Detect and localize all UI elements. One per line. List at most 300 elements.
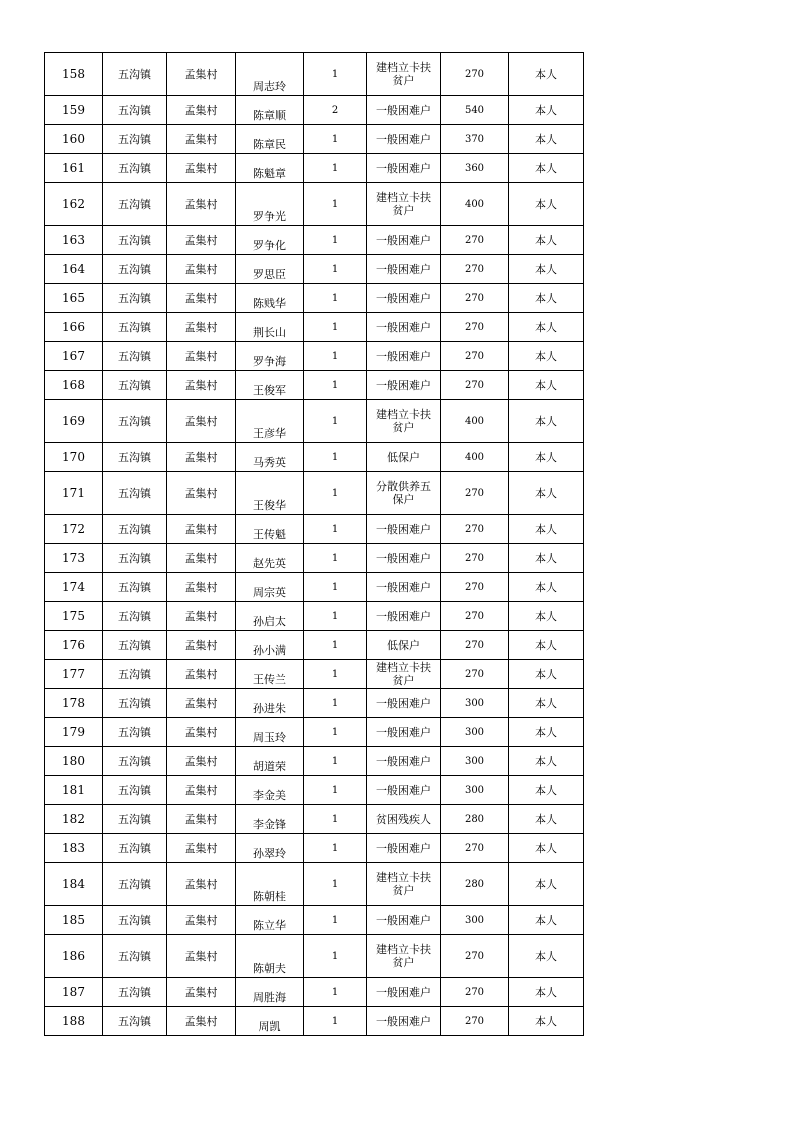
village-cell-text: 孟集村 xyxy=(184,812,218,826)
household-count-cell xyxy=(304,96,367,125)
person-name-cell xyxy=(236,747,304,776)
aid-category-cell xyxy=(367,183,441,226)
amount-cell xyxy=(441,342,509,371)
person-name-cell-text: 王俊华 xyxy=(253,499,286,512)
row-number xyxy=(45,515,103,544)
town-cell-text: 五沟镇 xyxy=(118,67,151,81)
recipient-cell-text: 本人 xyxy=(535,414,557,428)
village-cell-text: 孟集村 xyxy=(184,197,218,211)
town-cell xyxy=(103,154,167,183)
person-name-cell-text: 李金美 xyxy=(253,789,286,802)
person-name-cell xyxy=(236,342,304,371)
row-number-text: 176 xyxy=(62,637,85,652)
aid-category-cell xyxy=(367,515,441,544)
amount-cell xyxy=(441,978,509,1007)
household-count-cell xyxy=(304,183,367,226)
village-cell-text: 孟集村 xyxy=(184,913,218,927)
household-count-cell-text: 1 xyxy=(331,162,339,174)
household-count-cell xyxy=(304,472,367,515)
household-count-cell xyxy=(304,863,367,906)
amount-cell xyxy=(441,573,509,602)
village-cell-text: 孟集村 xyxy=(184,783,218,797)
person-name-cell-text: 孙启太 xyxy=(253,615,286,628)
row-number-text: 169 xyxy=(62,413,85,428)
recipient-cell-text: 本人 xyxy=(535,320,557,334)
recipient-cell xyxy=(509,834,584,863)
household-count-cell xyxy=(304,631,367,660)
household-count-cell xyxy=(304,255,367,284)
row-number xyxy=(45,776,103,805)
row-number-text: 177 xyxy=(62,666,85,681)
table-row xyxy=(45,443,584,472)
town-cell-text: 五沟镇 xyxy=(118,522,151,536)
recipient-cell xyxy=(509,747,584,776)
recipient-cell-text: 本人 xyxy=(535,450,557,464)
amount-cell xyxy=(441,371,509,400)
aid-category-cell-text: 一般困难户 xyxy=(376,349,431,363)
household-count-cell-text: 2 xyxy=(331,104,339,116)
row-number-text: 167 xyxy=(62,348,85,363)
town-cell xyxy=(103,226,167,255)
village-cell xyxy=(167,342,236,371)
town-cell xyxy=(103,96,167,125)
village-cell xyxy=(167,515,236,544)
person-name-cell xyxy=(236,1007,304,1036)
table-row xyxy=(45,544,584,573)
person-name-cell-text: 陈魁章 xyxy=(253,167,286,180)
recipient-cell-text: 本人 xyxy=(535,667,557,681)
amount-cell xyxy=(441,1007,509,1036)
town-cell-text: 五沟镇 xyxy=(118,783,151,797)
village-cell-text: 孟集村 xyxy=(184,551,218,565)
amount-cell-text: 370 xyxy=(464,133,485,145)
person-name-cell-text: 王彦华 xyxy=(253,427,286,440)
town-cell xyxy=(103,544,167,573)
recipient-cell xyxy=(509,125,584,154)
household-count-cell xyxy=(304,978,367,1007)
row-number xyxy=(45,718,103,747)
aid-category-cell-text: 一般困难户 xyxy=(376,1014,431,1028)
town-cell-text: 五沟镇 xyxy=(118,877,151,891)
row-number xyxy=(45,689,103,718)
amount-cell-text: 270 xyxy=(464,1015,485,1027)
row-number xyxy=(45,1007,103,1036)
town-cell-text: 五沟镇 xyxy=(118,161,151,175)
recipient-cell xyxy=(509,1007,584,1036)
recipient-cell-text: 本人 xyxy=(535,580,557,594)
person-name-cell-text: 陈朝夫 xyxy=(253,962,286,975)
aid-category-cell-text: 一般困难户 xyxy=(376,609,431,623)
town-cell xyxy=(103,573,167,602)
row-number xyxy=(45,805,103,834)
town-cell xyxy=(103,371,167,400)
recipient-cell-text: 本人 xyxy=(535,67,557,81)
household-count-cell-text: 1 xyxy=(331,726,339,738)
household-count-cell xyxy=(304,718,367,747)
person-name-cell xyxy=(236,255,304,284)
row-number-text: 158 xyxy=(62,66,85,81)
amount-cell-text: 270 xyxy=(464,292,485,304)
town-cell xyxy=(103,631,167,660)
recipient-cell-text: 本人 xyxy=(535,638,557,652)
aid-category-cell-text: 一般困难户 xyxy=(376,378,431,392)
person-name-cell-text: 孙小满 xyxy=(253,644,286,657)
person-name-cell-text: 陈章顺 xyxy=(253,109,286,122)
aid-category-cell-text: 一般困难户 xyxy=(376,103,431,117)
amount-cell xyxy=(441,515,509,544)
household-count-cell-text: 1 xyxy=(331,914,339,926)
household-count-cell xyxy=(304,515,367,544)
recipient-cell-text: 本人 xyxy=(535,132,557,146)
village-cell xyxy=(167,472,236,515)
household-count-cell xyxy=(304,284,367,313)
aid-category-cell xyxy=(367,371,441,400)
person-name-cell-text: 陈章民 xyxy=(253,138,286,151)
table-body xyxy=(45,53,584,1036)
person-name-cell xyxy=(236,935,304,978)
row-number xyxy=(45,154,103,183)
recipient-cell xyxy=(509,154,584,183)
amount-cell-text: 270 xyxy=(464,523,485,535)
town-cell-text: 五沟镇 xyxy=(118,349,151,363)
aid-category-cell-text: 一般困难户 xyxy=(376,522,431,536)
aid-category-cell xyxy=(367,660,441,689)
aid-category-cell-text: 一般困难户 xyxy=(376,262,431,276)
village-cell xyxy=(167,96,236,125)
person-name-cell-text: 王俊军 xyxy=(253,384,286,397)
amount-cell xyxy=(441,660,509,689)
household-count-cell-text: 1 xyxy=(331,581,339,593)
row-number-text: 175 xyxy=(62,608,85,623)
aid-category-cell xyxy=(367,400,441,443)
town-cell xyxy=(103,400,167,443)
table-row xyxy=(45,515,584,544)
town-cell-text: 五沟镇 xyxy=(118,233,151,247)
person-name-cell-text: 王传魁 xyxy=(253,528,286,541)
recipient-cell-text: 本人 xyxy=(535,161,557,175)
aid-category-cell-text: 一般困难户 xyxy=(376,725,431,739)
person-name-cell xyxy=(236,96,304,125)
village-cell-text: 孟集村 xyxy=(184,103,218,117)
recipient-cell-text: 本人 xyxy=(535,349,557,363)
row-number-text: 188 xyxy=(62,1013,85,1028)
household-count-cell xyxy=(304,602,367,631)
recipient-cell xyxy=(509,573,584,602)
row-number xyxy=(45,342,103,371)
town-cell-text: 五沟镇 xyxy=(118,132,151,146)
row-number xyxy=(45,400,103,443)
town-cell-text: 五沟镇 xyxy=(118,291,151,305)
town-cell xyxy=(103,443,167,472)
amount-cell-text: 280 xyxy=(464,813,485,825)
town-cell xyxy=(103,125,167,154)
town-cell xyxy=(103,660,167,689)
aid-category-cell-text: 建档立卡扶贫户 xyxy=(376,191,431,217)
person-name-cell xyxy=(236,226,304,255)
town-cell-text: 五沟镇 xyxy=(118,725,151,739)
town-cell xyxy=(103,834,167,863)
village-cell xyxy=(167,573,236,602)
village-cell xyxy=(167,718,236,747)
town-cell xyxy=(103,472,167,515)
aid-category-cell xyxy=(367,226,441,255)
person-name-cell xyxy=(236,544,304,573)
person-name-cell xyxy=(236,718,304,747)
aid-category-cell-text: 建档立卡扶贫户 xyxy=(376,61,431,87)
amount-cell xyxy=(441,776,509,805)
row-number xyxy=(45,834,103,863)
amount-cell xyxy=(441,834,509,863)
recipient-cell-text: 本人 xyxy=(535,291,557,305)
recipient-cell xyxy=(509,660,584,689)
town-cell-text: 五沟镇 xyxy=(118,913,151,927)
aid-category-cell xyxy=(367,718,441,747)
town-cell-text: 五沟镇 xyxy=(118,103,151,117)
person-name-cell xyxy=(236,602,304,631)
village-cell xyxy=(167,284,236,313)
amount-cell-text: 270 xyxy=(464,379,485,391)
village-cell-text: 孟集村 xyxy=(184,949,218,963)
household-count-cell xyxy=(304,154,367,183)
row-number xyxy=(45,602,103,631)
recipient-cell-text: 本人 xyxy=(535,949,557,963)
recipient-cell-text: 本人 xyxy=(535,985,557,999)
village-cell xyxy=(167,863,236,906)
village-cell xyxy=(167,935,236,978)
aid-category-cell-text: 一般困难户 xyxy=(376,754,431,768)
household-count-cell xyxy=(304,573,367,602)
household-count-cell xyxy=(304,935,367,978)
household-count-cell xyxy=(304,834,367,863)
town-cell-text: 五沟镇 xyxy=(118,262,151,276)
village-cell xyxy=(167,602,236,631)
person-name-cell-text: 周宗英 xyxy=(253,586,286,599)
amount-cell xyxy=(441,154,509,183)
recipient-cell-text: 本人 xyxy=(535,551,557,565)
row-number xyxy=(45,935,103,978)
amount-cell xyxy=(441,935,509,978)
recipient-cell-text: 本人 xyxy=(535,1014,557,1028)
aid-category-cell-text: 一般困难户 xyxy=(376,291,431,305)
aid-category-cell xyxy=(367,96,441,125)
person-name-cell-text: 罗思臣 xyxy=(253,268,286,281)
person-name-cell-text: 赵先英 xyxy=(253,557,286,570)
aid-category-cell-text: 一般困难户 xyxy=(376,913,431,927)
household-count-cell xyxy=(304,125,367,154)
recipient-cell-text: 本人 xyxy=(535,233,557,247)
amount-cell xyxy=(441,125,509,154)
aid-category-cell-text: 一般困难户 xyxy=(376,696,431,710)
amount-cell-text: 540 xyxy=(464,104,485,116)
row-number-text: 187 xyxy=(62,984,85,999)
recipient-cell xyxy=(509,544,584,573)
town-cell-text: 五沟镇 xyxy=(118,812,151,826)
aid-category-cell xyxy=(367,689,441,718)
row-number-text: 172 xyxy=(62,521,85,536)
person-name-cell-text: 周胜海 xyxy=(253,991,286,1004)
row-number xyxy=(45,863,103,906)
household-count-cell-text: 1 xyxy=(331,321,339,333)
village-cell xyxy=(167,660,236,689)
person-name-cell-text: 罗争化 xyxy=(253,239,286,252)
table-row xyxy=(45,125,584,154)
household-count-cell-text: 1 xyxy=(331,697,339,709)
recipient-cell xyxy=(509,515,584,544)
village-cell xyxy=(167,978,236,1007)
aid-category-cell-text: 一般困难户 xyxy=(376,783,431,797)
row-number-text: 164 xyxy=(62,261,85,276)
row-number-text: 159 xyxy=(62,102,85,117)
amount-cell-text: 270 xyxy=(464,68,485,80)
row-number xyxy=(45,747,103,776)
aid-category-cell-text: 一般困难户 xyxy=(376,132,431,146)
table-row xyxy=(45,1007,584,1036)
recipient-cell-text: 本人 xyxy=(535,197,557,211)
row-number-text: 174 xyxy=(62,579,85,594)
row-number xyxy=(45,313,103,342)
village-cell-text: 孟集村 xyxy=(184,609,218,623)
row-number xyxy=(45,631,103,660)
amount-cell-text: 270 xyxy=(464,487,485,499)
recipient-cell-text: 本人 xyxy=(535,378,557,392)
recipient-cell xyxy=(509,689,584,718)
person-name-cell-text: 陈朝桂 xyxy=(253,890,286,903)
town-cell xyxy=(103,53,167,96)
aid-category-cell xyxy=(367,443,441,472)
aid-category-cell-text: 一般困难户 xyxy=(376,551,431,565)
person-name-cell xyxy=(236,978,304,1007)
row-number xyxy=(45,443,103,472)
town-cell xyxy=(103,515,167,544)
table-row xyxy=(45,689,584,718)
village-cell xyxy=(167,154,236,183)
amount-cell-text: 270 xyxy=(464,950,485,962)
aid-category-cell xyxy=(367,284,441,313)
village-cell-text: 孟集村 xyxy=(184,291,218,305)
town-cell xyxy=(103,1007,167,1036)
row-number-text: 171 xyxy=(62,485,85,500)
village-cell-text: 孟集村 xyxy=(184,725,218,739)
household-count-cell-text: 1 xyxy=(331,415,339,427)
person-name-cell xyxy=(236,183,304,226)
village-cell-text: 孟集村 xyxy=(184,580,218,594)
table-row xyxy=(45,255,584,284)
village-cell xyxy=(167,443,236,472)
household-count-cell-text: 1 xyxy=(331,878,339,890)
household-count-cell-text: 1 xyxy=(331,263,339,275)
row-number-text: 181 xyxy=(62,782,85,797)
household-count-cell-text: 1 xyxy=(331,813,339,825)
household-count-cell-text: 1 xyxy=(331,234,339,246)
table-row xyxy=(45,718,584,747)
row-number xyxy=(45,255,103,284)
amount-cell-text: 270 xyxy=(464,639,485,651)
amount-cell xyxy=(441,284,509,313)
village-cell xyxy=(167,834,236,863)
village-cell xyxy=(167,776,236,805)
row-number xyxy=(45,660,103,689)
person-name-cell xyxy=(236,472,304,515)
amount-cell-text: 270 xyxy=(464,263,485,275)
recipient-cell xyxy=(509,226,584,255)
village-cell-text: 孟集村 xyxy=(184,349,218,363)
town-cell-text: 五沟镇 xyxy=(118,754,151,768)
amount-cell xyxy=(441,313,509,342)
aid-category-cell xyxy=(367,805,441,834)
amount-cell-text: 360 xyxy=(464,162,485,174)
village-cell xyxy=(167,313,236,342)
household-count-cell xyxy=(304,689,367,718)
household-count-cell-text: 1 xyxy=(331,379,339,391)
table-row xyxy=(45,313,584,342)
aid-category-cell xyxy=(367,53,441,96)
village-cell-text: 孟集村 xyxy=(184,262,218,276)
row-number-text: 183 xyxy=(62,840,85,855)
aid-category-cell-text: 低保户 xyxy=(387,638,420,652)
table-row xyxy=(45,96,584,125)
town-cell xyxy=(103,863,167,906)
row-number xyxy=(45,978,103,1007)
row-number-text: 180 xyxy=(62,753,85,768)
town-cell xyxy=(103,718,167,747)
row-number-text: 184 xyxy=(62,876,85,891)
table-row xyxy=(45,747,584,776)
village-cell-text: 孟集村 xyxy=(184,161,218,175)
household-count-cell xyxy=(304,544,367,573)
village-cell xyxy=(167,400,236,443)
village-cell-text: 孟集村 xyxy=(184,985,218,999)
person-name-cell-text: 陈立华 xyxy=(253,919,286,932)
table-row xyxy=(45,400,584,443)
aid-category-cell xyxy=(367,935,441,978)
table-row xyxy=(45,371,584,400)
table-row xyxy=(45,631,584,660)
row-number xyxy=(45,544,103,573)
table-row xyxy=(45,154,584,183)
village-cell xyxy=(167,747,236,776)
row-number-text: 182 xyxy=(62,811,85,826)
recipient-cell xyxy=(509,371,584,400)
aid-category-cell xyxy=(367,125,441,154)
household-count-cell-text: 1 xyxy=(331,198,339,210)
town-cell xyxy=(103,342,167,371)
recipient-cell xyxy=(509,342,584,371)
recipient-cell-text: 本人 xyxy=(535,812,557,826)
amount-cell-text: 300 xyxy=(464,784,485,796)
table-row xyxy=(45,284,584,313)
town-cell xyxy=(103,805,167,834)
row-number xyxy=(45,125,103,154)
amount-cell-text: 300 xyxy=(464,726,485,738)
aid-category-cell xyxy=(367,255,441,284)
town-cell xyxy=(103,284,167,313)
recipient-cell xyxy=(509,863,584,906)
town-cell xyxy=(103,689,167,718)
amount-cell-text: 270 xyxy=(464,842,485,854)
household-count-cell-text: 1 xyxy=(331,842,339,854)
household-count-cell-text: 1 xyxy=(331,784,339,796)
amount-cell xyxy=(441,226,509,255)
person-name-cell-text: 王传兰 xyxy=(253,673,286,686)
aid-category-cell-text: 贫困残疾人 xyxy=(376,812,431,826)
town-cell-text: 五沟镇 xyxy=(118,197,151,211)
household-count-cell-text: 1 xyxy=(331,350,339,362)
amount-cell-text: 400 xyxy=(464,415,485,427)
person-name-cell xyxy=(236,400,304,443)
amount-cell-text: 270 xyxy=(464,350,485,362)
person-name-cell xyxy=(236,573,304,602)
household-count-cell-text: 1 xyxy=(331,552,339,564)
